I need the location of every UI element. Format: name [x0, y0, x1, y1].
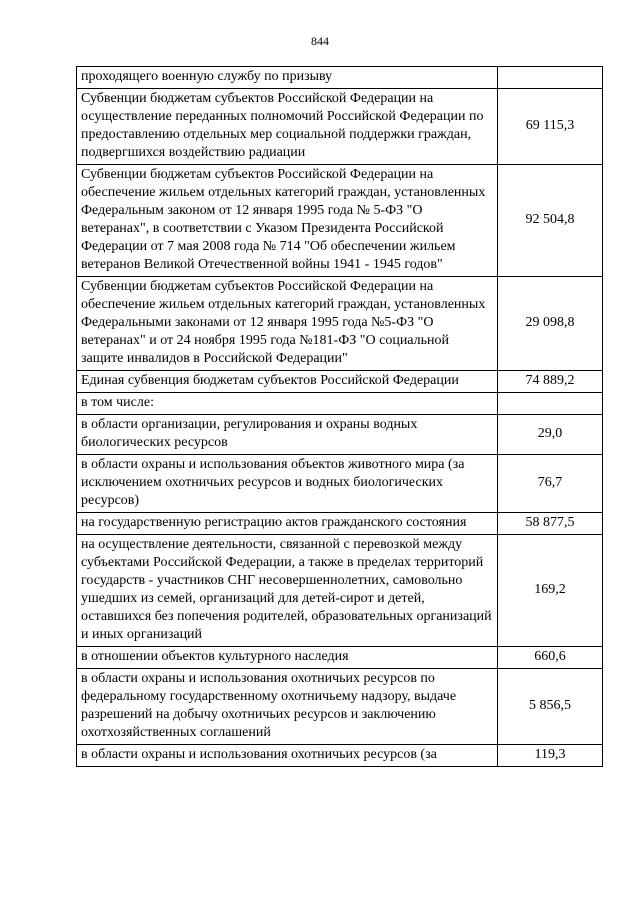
row-description: в области охраны и использования охотничьих ресурсов (за	[77, 745, 498, 767]
table-row	[77, 165, 603, 277]
row-description: в том числе:	[77, 393, 498, 415]
row-description: в отношении объектов культурного наследия	[77, 647, 498, 669]
table-row	[77, 647, 603, 669]
row-description: Субвенции бюджетам субъектов Российской Федерации на обеспечение жильем отдельных категорий граждан, установленных Федеральным законом от 12 января 1995 года № 5-ФЗ "О ветеранах", в соответствии с Указом Президента Российской Федерации от 7 мая 2008 года № 714 "Об обеспечении жильем ветеранов Великой Отечественной войны 1941 - 1945 годов"	[77, 165, 498, 277]
table-row	[77, 371, 603, 393]
row-amount: 58 877,5	[498, 513, 603, 535]
budget-table-body	[77, 67, 603, 767]
row-amount: 119,3	[498, 745, 603, 767]
row-amount	[498, 393, 603, 415]
table-row	[77, 513, 603, 535]
table-row	[77, 669, 603, 745]
row-description: в области организации, регулирования и охраны водных биологических ресурсов	[77, 415, 498, 455]
row-amount: 76,7	[498, 455, 603, 513]
row-amount: 660,6	[498, 647, 603, 669]
row-amount: 92 504,8	[498, 165, 603, 277]
row-description: в области охраны и использования объектов животного мира (за исключением охотничьих ресурсов и водных биологических ресурсов)	[77, 455, 498, 513]
table-row	[77, 277, 603, 371]
table-row	[77, 415, 603, 455]
row-amount: 29,0	[498, 415, 603, 455]
row-description: Единая субвенция бюджетам субъектов Российской Федерации	[77, 371, 498, 393]
table-row	[77, 455, 603, 513]
row-amount: 29 098,8	[498, 277, 603, 371]
row-amount: 69 115,3	[498, 89, 603, 165]
row-amount: 74 889,2	[498, 371, 603, 393]
row-amount	[498, 67, 603, 89]
table-row	[77, 393, 603, 415]
row-amount: 5 856,5	[498, 669, 603, 745]
table-row	[77, 745, 603, 767]
row-description: Субвенции бюджетам субъектов Российской Федерации на осуществление переданных полномочий Российской Федерации по предоставлению отдельных мер социальной поддержки граждан, подвергшихся воздействию радиации	[77, 89, 498, 165]
page-number: 844	[311, 34, 329, 48]
table-row	[77, 67, 603, 89]
row-description: проходящего военную службу по призыву	[77, 67, 498, 89]
row-description: на государственную регистрацию актов гражданского состояния	[77, 513, 498, 535]
table-row	[77, 535, 603, 647]
row-description: Субвенции бюджетам субъектов Российской Федерации на обеспечение жильем отдельных категорий граждан, установленных Федеральными законами от 12 января 1995 года №5-ФЗ "О ветеранах" и от 24 ноября 1995 года №181-ФЗ "О социальной защите инвалидов в Российской Федерации"	[77, 277, 498, 371]
row-description: на осуществление деятельности, связанной с перевозкой между субъектами Российской Федерации, а также в пределах территорий государств - участников СНГ несовершеннолетних, самовольно ушедших из семей, организаций для детей-сирот и детей, оставшихся без попечения родителей, образовательных организаций и иных организаций	[77, 535, 498, 647]
budget-table	[76, 66, 603, 767]
table-row	[77, 89, 603, 165]
row-description: в области охраны и использования охотничьих ресурсов по федеральному государственному охотничьему надзору, выдаче разрешений на добычу охотничьих ресурсов и заключению охотхозяйственных соглашений	[77, 669, 498, 745]
row-amount: 169,2	[498, 535, 603, 647]
